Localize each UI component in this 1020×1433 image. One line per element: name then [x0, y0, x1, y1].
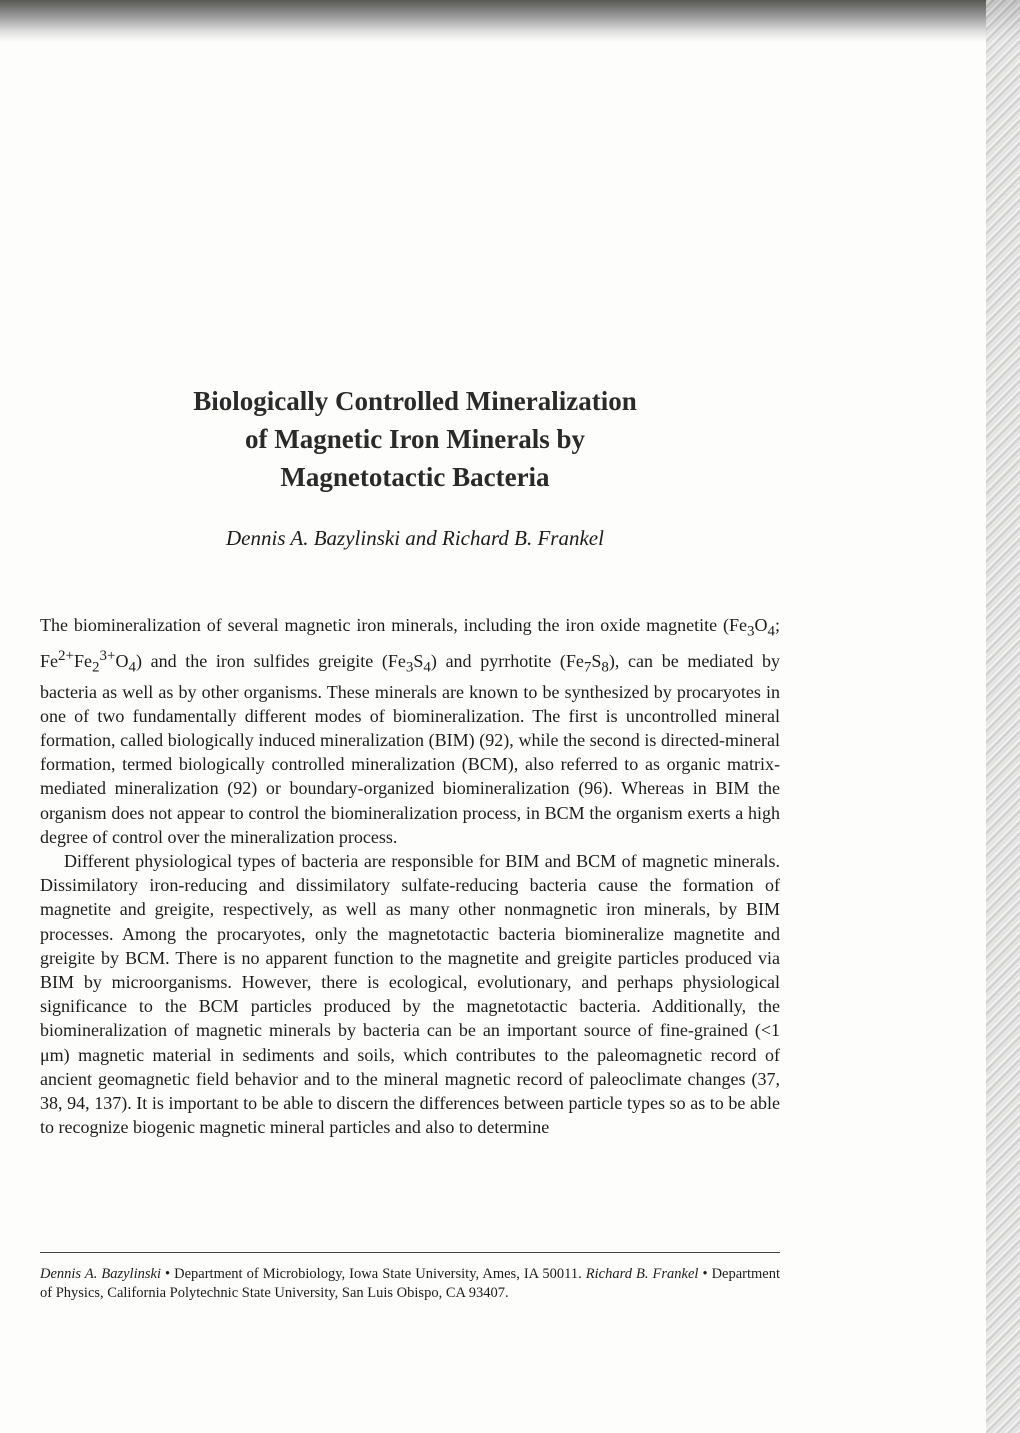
page [40, 0, 780, 1433]
scan-shadow-right [986, 0, 1020, 1433]
footnote-divider [40, 1252, 780, 1253]
title-line-1: Biologically Controlled Mineralization [193, 386, 637, 416]
footnote-affiliation-1: Department of Microbiology, Iowa State University, Ames, IA 50011. [174, 1266, 582, 1282]
chapter-title [95, 382, 735, 496]
title-line-2: of Magnetic Iron Minerals by [245, 424, 585, 454]
body-text [40, 613, 780, 1139]
footnote-author-2: Richard B. Frankel [585, 1266, 699, 1282]
paragraph-2: Different physiological types of bacteria are responsible for BIM and BCM of magnetic minerals. Dissimilatory iron-reducing and dissimilatory sulfate-reducing bacteria cause the formation of magnetite and greigite, respectively, as well as many other nonmagnetic iron minerals, by BIM processes. Among the procaryotes, only the magnetotactic bacteria biomineralize magnetite and greigite by BCM. There is no apparent function to the magnetite and greigite particles produced via BIM by microorganisms. However, there is ecological, evolutionary, and perhaps physiological significance to the BCM particles produced by the magnetotactic bacteria. Additionally, the biomineralization of magnetic minerals by bacteria can be an important source of fine-grained (<1 μm) magnetic material in sediments and soils, which contributes to the paleomagnetic record of ancient geomagnetic field behavior and to the mineral magnetic record of paleoclimate changes (37, 38, 94, 137). It is important to be able to discern the differences between particle types so as to be able to recognize biogenic magnetic mineral particles and also to determine [40, 851, 780, 1138]
paragraph-1: The biomineralization of several magnetic iron minerals, including the iron oxide magnetite ($Fe_3O_4$; $Fe^{2+}Fe_2^{3+}O_4$) and the iron sulfides greigite $(Fe_3S_4)$ and pyrrhotite $(Fe_7S_8)$, can be mediated by bacteria as well as by other organisms. These minerals are known to be synthesized by procaryotes in one of two fundamentally different modes of biomineralization. The first is uncontrolled mineral formation, called biologically induced mineralization (BIM) (92), while the second is directed-mineral formation, termed biologically controlled mineralization (BCM), also referred to as organic matrix-mediated mineralization (92) or boundary-organized biomineralization (96). Whereas in BIM the organism does not appear to control the biomineralization process, in BCM the organism exerts a high degree of control over the mineralization process. [40, 615, 780, 847]
footnote-affiliation-2: Department of Physics, California Polytechnic State University, San Luis Obispo, CA 93407. [40, 1266, 781, 1301]
title-line-3: Magnetotactic Bacteria [280, 462, 550, 492]
author-affiliations: Dennis A. Bazylinski • Department of Microbiology, Iowa State University, Ames, IA 50011. Richard B. Frankel • Department of Physics, California Polytechnic State University, San Luis Obispo, CA 93407. [40, 1266, 781, 1301]
footnote-author-1: Dennis A. Bazylinski [40, 1266, 161, 1282]
author-line: Dennis A. Bazylinski and Richard B. Frankel [226, 526, 604, 550]
